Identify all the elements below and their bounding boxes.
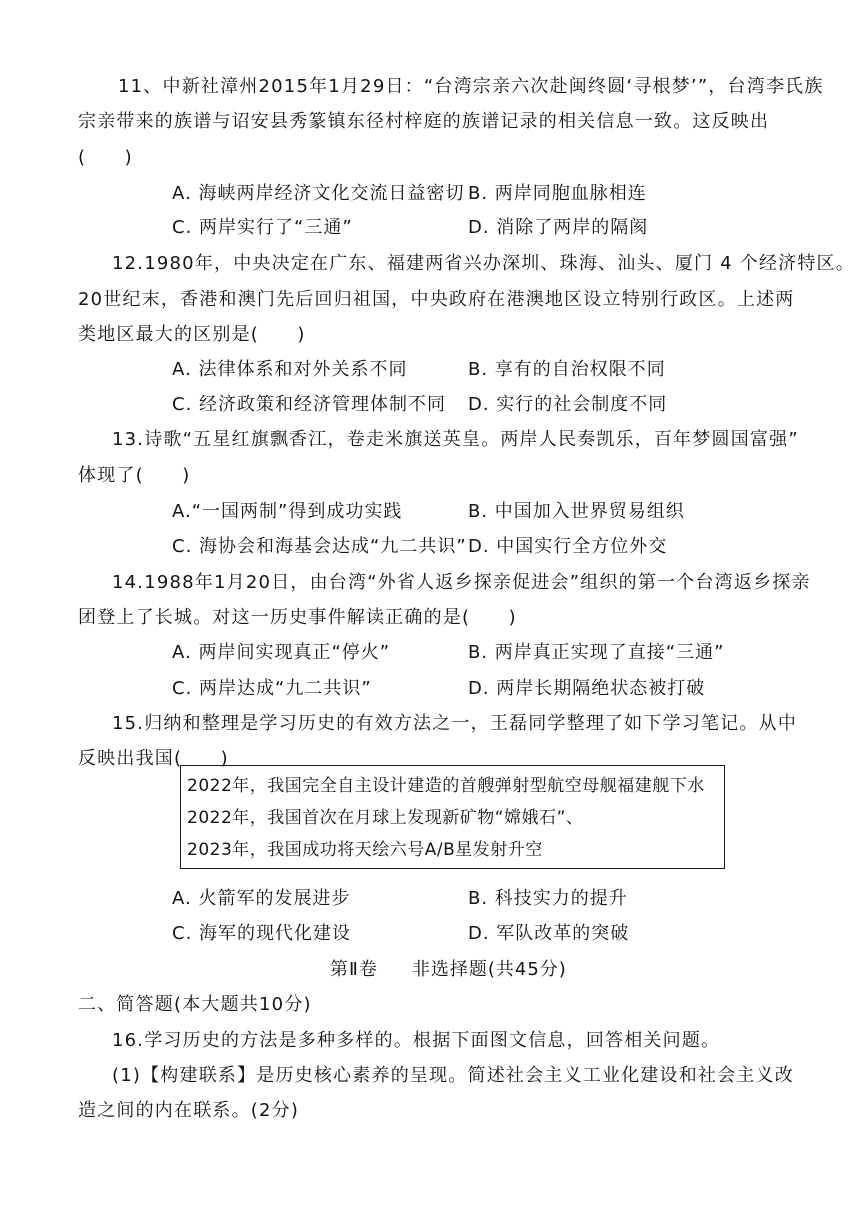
q12-line-3: 类地区最大的区别是( ) xyxy=(78,324,306,345)
q12-option-a[interactable]: A. 法律体系和对外关系不同 xyxy=(172,359,408,380)
q11-option-d[interactable]: D. 消除了两岸的隔阂 xyxy=(468,217,649,238)
q13-line-2: 体现了( ) xyxy=(78,465,191,486)
q11-line-1: 11、中新社漳州2015年1月29日：“台湾宗亲六次赴闽终圆‘寻根梦’”，台湾李氏族 xyxy=(118,76,824,97)
q15-option-b[interactable]: B. 科技实力的提升 xyxy=(468,888,628,909)
q14-line-1: 14.1988年1月20日，由台湾“外省人返乡探亲促进会”组织的第一个台湾返乡探亲 xyxy=(112,572,811,593)
study-note-1: 2022年，我国完全自主设计建造的首艘弹射型航空母舰福建舰下水 xyxy=(187,776,705,796)
study-notes-box xyxy=(180,765,725,869)
q15-option-d[interactable]: D. 军队改革的突破 xyxy=(468,923,630,944)
q12-option-c[interactable]: C. 经济政策和经济管理体制不同 xyxy=(172,394,447,415)
study-note-3: 2023年，我国成功将天绘六号A/B星发射升空 xyxy=(187,840,543,860)
q15-line-1: 15.归纳和整理是学习历史的有效方法之一，王磊同学整理了如下学习笔记。从中 xyxy=(112,713,798,734)
q15-option-a[interactable]: A. 火箭军的发展进步 xyxy=(172,888,351,909)
q16-line-3: 造之间的内在联系。(2分) xyxy=(78,1100,300,1121)
q15-line-2: 反映出我国( ) xyxy=(78,748,229,769)
q13-option-c[interactable]: C. 海协会和海基会达成“九二共识” xyxy=(172,536,467,557)
part-two-title xyxy=(330,958,567,982)
study-note-2: 2022年，我国首次在月球上发现新矿物“嫦娥石”、 xyxy=(187,808,584,828)
q13-option-d[interactable]: D. 中国实行全方位外交 xyxy=(468,536,668,557)
q14-option-a[interactable]: A. 两岸间实现真正“停火” xyxy=(172,642,391,663)
short-answer-heading: 二、简答题(本大题共10分) xyxy=(78,994,312,1015)
q12-option-b[interactable]: B. 享有的自治权限不同 xyxy=(468,359,666,380)
q11-option-b[interactable]: B. 两岸同胞血脉相连 xyxy=(468,183,647,204)
q12-option-d[interactable]: D. 实行的社会制度不同 xyxy=(468,394,668,415)
q13-line-1: 13.诗歌“五星红旗飘香江，卷走米旗送英皇。两岸人民奏凯乐，百年梦圆国富强” xyxy=(112,429,799,450)
part-two-label: 第Ⅱ卷 xyxy=(330,959,378,980)
q12-line-2: 20世纪末，香港和澳门先后回归祖国，中央政府在港澳地区设立特别行政区。上述两 xyxy=(78,289,795,310)
q15-option-c[interactable]: C. 海军的现代化建设 xyxy=(172,923,352,944)
part-two-subtitle: 非选择题(共45分) xyxy=(411,959,567,980)
q14-option-d[interactable]: D. 两岸长期隔绝状态被打破 xyxy=(468,678,706,699)
q14-line-2: 团登上了长城。对这一历史事件解读正确的是( ) xyxy=(78,607,517,628)
q13-option-a[interactable]: A.“一国两制”得到成功实践 xyxy=(172,501,403,522)
q11-option-c[interactable]: C. 两岸实行了“三通” xyxy=(172,217,353,238)
q14-option-c[interactable]: C. 两岸达成“九二共识” xyxy=(172,678,372,699)
q16-line-1: 16.学习历史的方法是多种多样的。根据下面图文信息，回答相关问题。 xyxy=(112,1030,721,1051)
q13-option-b[interactable]: B. 中国加入世界贸易组织 xyxy=(468,501,685,522)
q11-line-2: 宗亲带来的族谱与诏安县秀篆镇东径村梓庭的族谱记录的相关信息一致。这反映出 xyxy=(78,111,770,132)
q16-line-2: (1)【构建联系】是历史核心素养的呈现。简述社会主义工业化建设和社会主义改 xyxy=(112,1065,794,1086)
q11-answer-bracket: ( ) xyxy=(78,147,133,168)
q11-option-a[interactable]: A. 海峡两岸经济文化交流日益密切 xyxy=(172,183,465,204)
q12-line-1: 12.1980年，中央决定在广东、福建两省兴办深圳、珠海、汕头、厦门 4 个经济特区。 xyxy=(112,253,855,274)
q14-option-b[interactable]: B. 两岸真正实现了直接“三通” xyxy=(468,642,725,663)
